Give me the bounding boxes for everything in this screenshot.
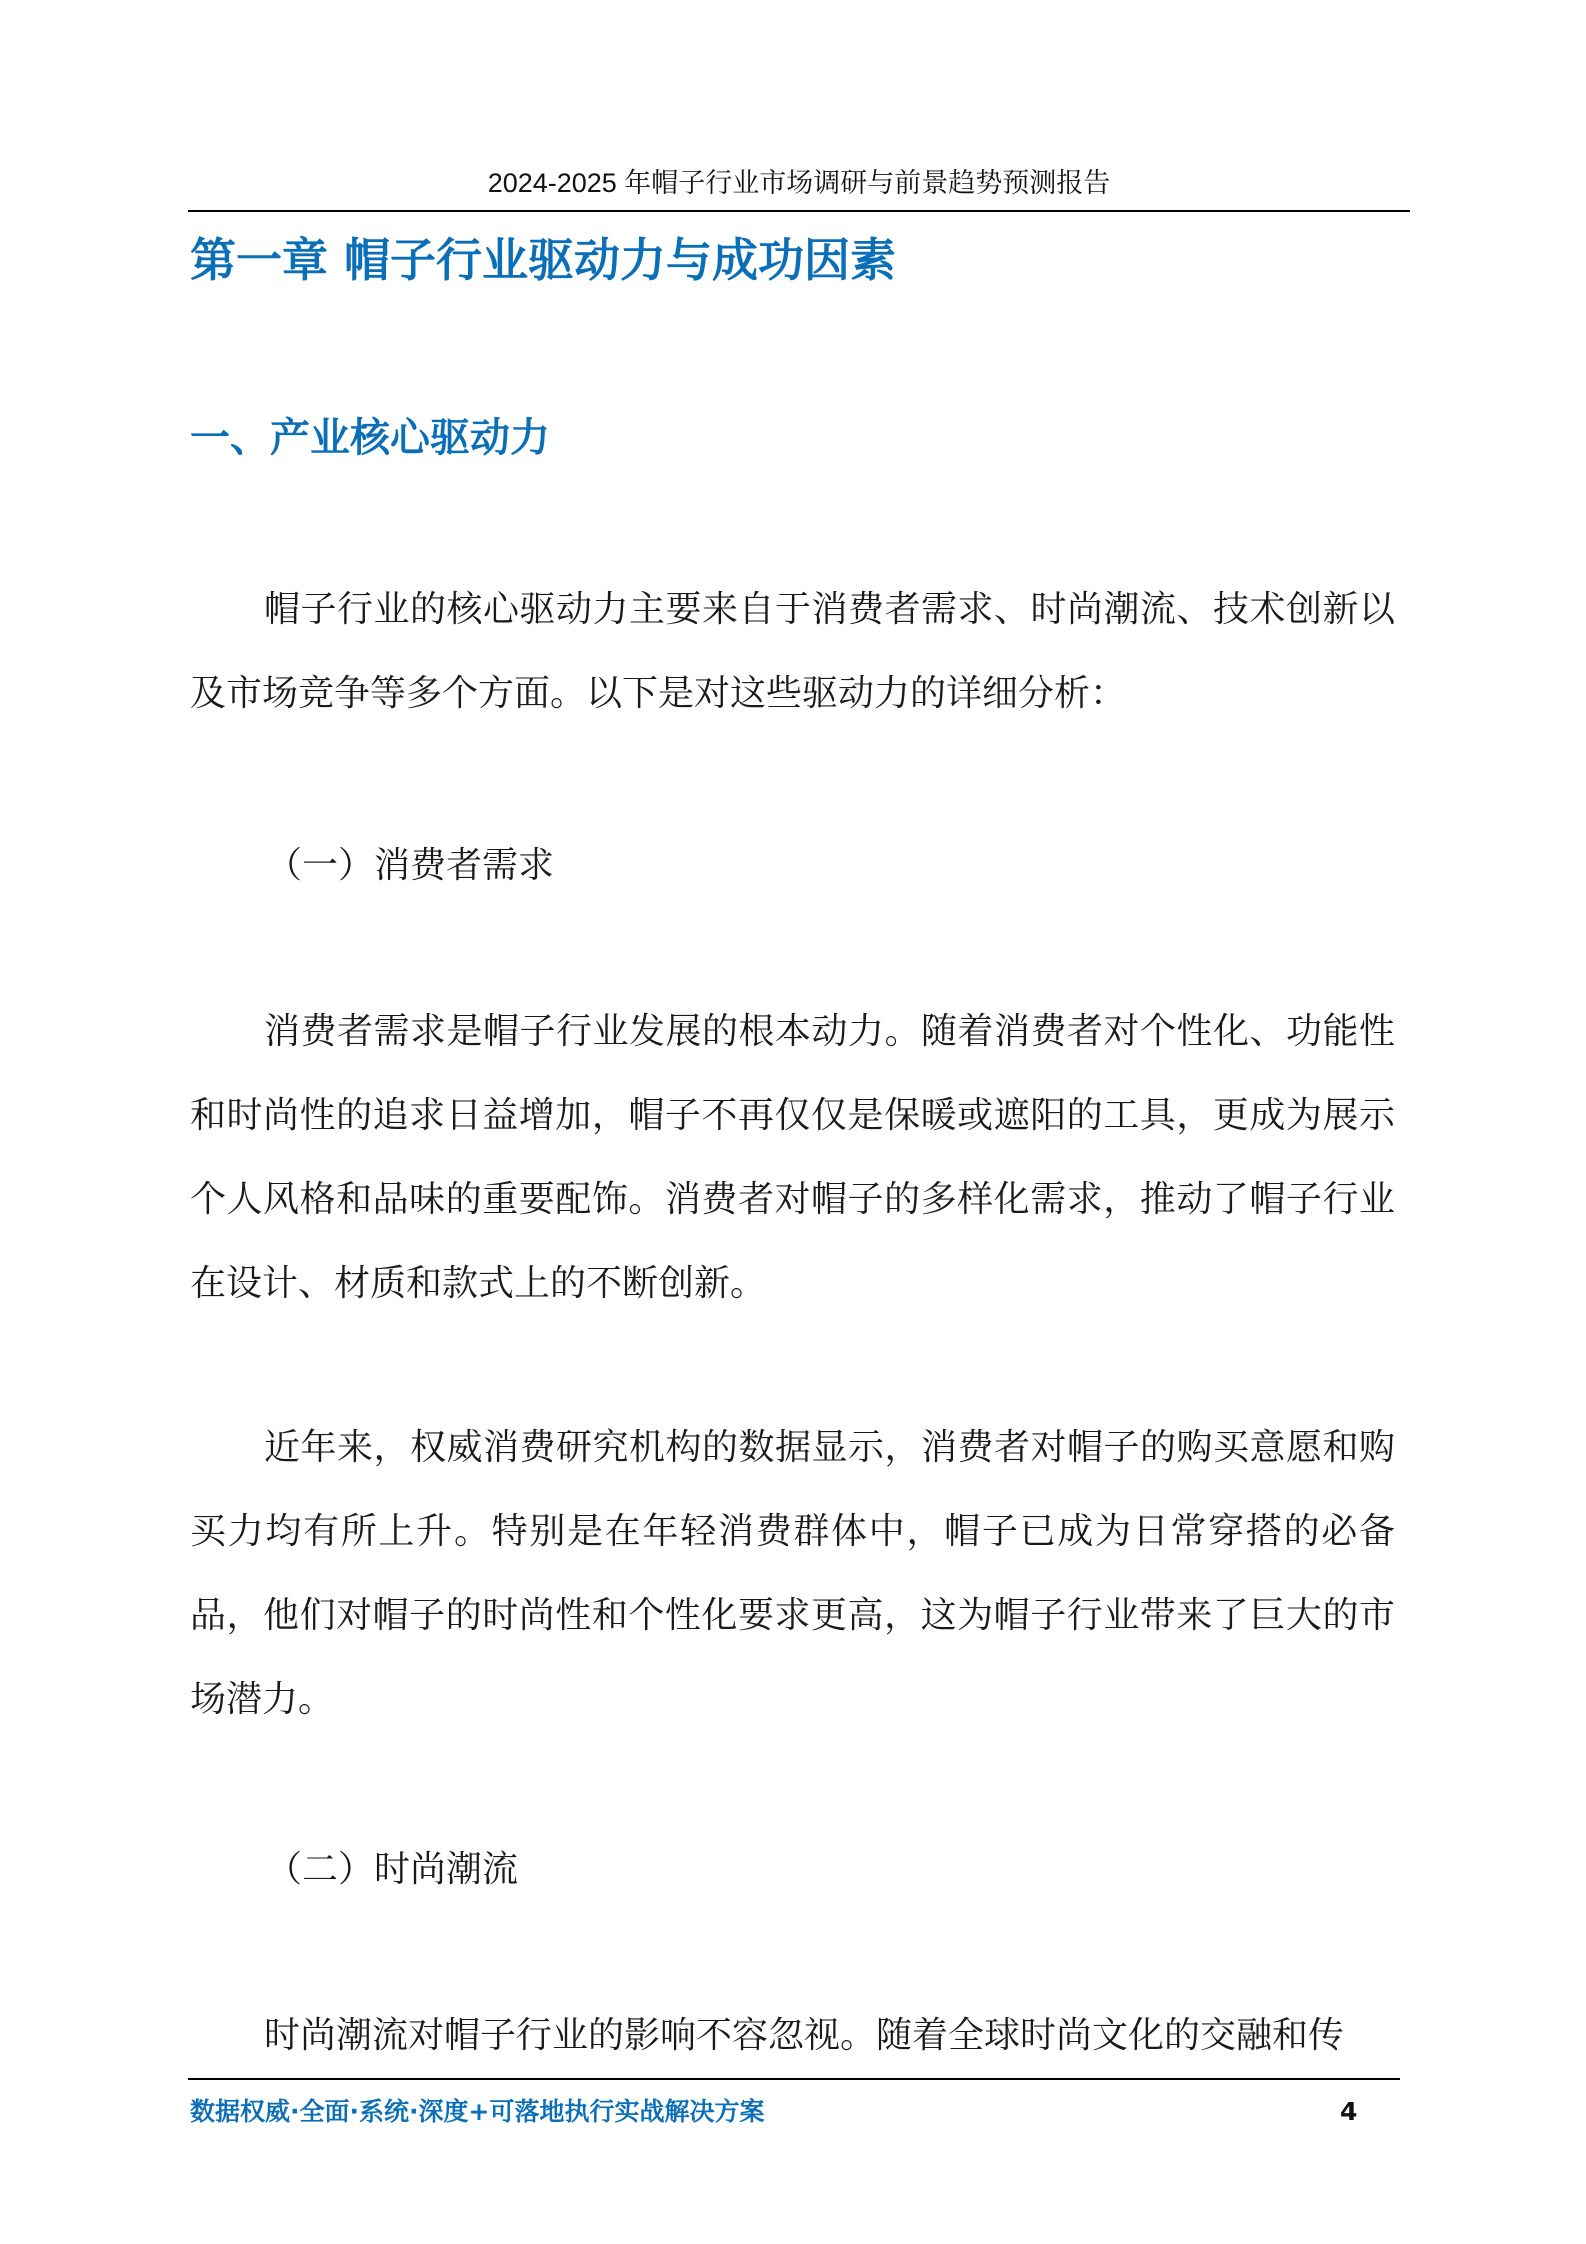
fashion-trend-paragraph: 时尚潮流对帽子行业的影响不容忽视。随着全球时尚文化的交融和传 [264, 2015, 1345, 2056]
page-number: 4 [1340, 2097, 1358, 2126]
subsection-title-consumer-demand: （一）消费者需求 [266, 845, 555, 886]
chapter-title: 第一章 帽子行业驱动力与成功因素 [190, 233, 897, 287]
footer-slogan: 数据权威·全面·系统·深度+可落地执行实战解决方案 [190, 2097, 765, 2126]
report-title: 2024-2025 年帽子行业市场调研与前景趋势预测报告 [487, 168, 1111, 198]
section-title: 一、产业核心驱动力 [190, 415, 550, 461]
consumer-demand-paragraph: 消费者需求是帽子行业发展的根本动力。随着消费者对个性化、功能性和时尚性的追求日益增加，帽子不再仅仅是保暖或遮阳的工具，更成为展示个人风格和品味的重要配饰。消费者对帽子的多样化需求，推动了帽子行业在设计、材质和款式上的不断创新。 [190, 1011, 1395, 1304]
page-header [188, 160, 1410, 212]
intro-paragraph: 帽子行业的核心驱动力主要来自于消费者需求、时尚潮流、技术创新以及市场竞争等多个方面。以下是对这些驱动力的详细分析： [190, 589, 1395, 714]
footer-divider [188, 2078, 1400, 2080]
market-data-paragraph: 近年来，权威消费研究机构的数据显示，消费者对帽子的购买意愿和购买力均有所上升。特别是在年轻消费群体中，帽子已成为日常穿搭的必备品，他们对帽子的时尚性和个性化要求更高，这为帽子行业带来了巨大的市场潜力。 [190, 1427, 1395, 1720]
subsection-title-fashion-trend: （二）时尚潮流 [266, 1849, 519, 1890]
